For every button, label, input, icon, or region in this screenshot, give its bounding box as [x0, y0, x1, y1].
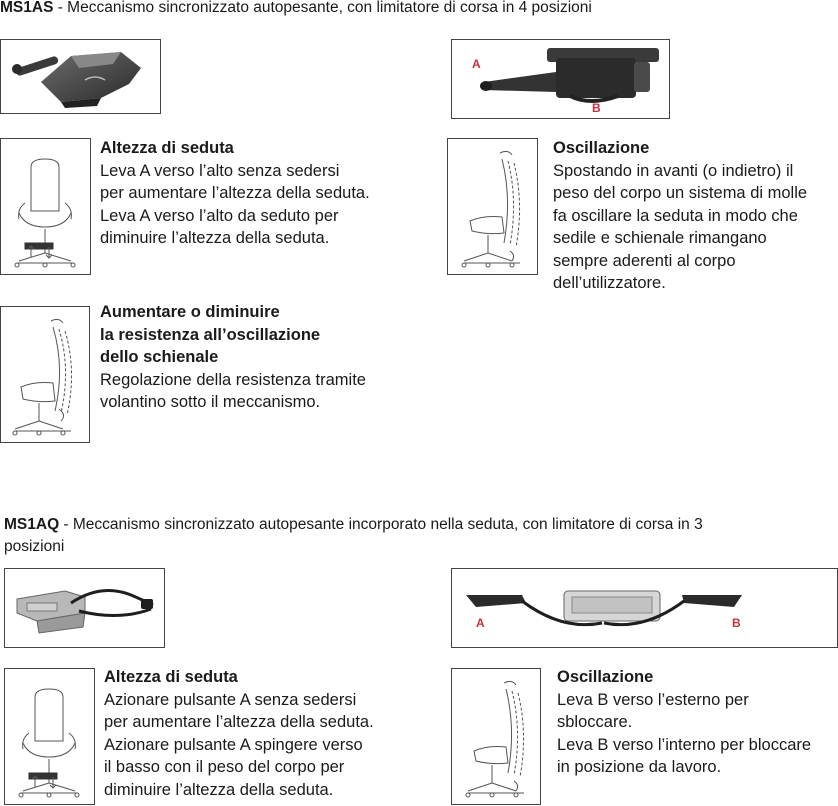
section1-heading [0, 0, 592, 18]
section2-description-line2: posizioni [4, 538, 65, 555]
item-line: Spostando in avanti (o indietro) il [553, 161, 794, 180]
item-title: Altezza di seduta [100, 139, 234, 157]
chair-oscillation-icon [451, 668, 541, 805]
item-line: Leva B verso l’esterno per [557, 690, 749, 709]
section1-description: - Meccanismo sincronizzato autopesante, con limitatore di corsa in 4 posizioni [53, 0, 592, 16]
item-title: Aumentare o diminuire [100, 303, 280, 321]
item-line: in posizione da lavoro. [557, 758, 722, 776]
item-line: Leva A verso l’alto da seduto per [100, 206, 339, 225]
item-title: Oscillazione [557, 668, 654, 686]
ms1aq-item-oscillation [557, 666, 811, 779]
item-line: Leva A verso l’alto senza sedersi [100, 161, 340, 180]
item-line: Azionare pulsante A spingere verso [104, 735, 363, 754]
item-line: diminuire l’altezza della seduta. [104, 780, 334, 799]
chair-height-icon [0, 138, 91, 275]
chair-resistance-icon [0, 306, 90, 443]
item-line: volantino sotto il meccanismo. [100, 393, 321, 411]
item-title: la resistenza all’oscillazione [100, 325, 321, 344]
ms1as-label-b: B [592, 101, 601, 115]
chair-height-icon [4, 668, 95, 805]
item-title: Altezza di seduta [104, 668, 238, 686]
item-title: dello schienale [100, 348, 219, 366]
chair-oscillation-icon [447, 138, 538, 275]
item-line: dell’utilizzatore. [553, 274, 666, 292]
item-line: sbloccare. [557, 713, 633, 731]
ms1aq-label-b: B [732, 616, 741, 630]
section2-code: MS1AQ [4, 516, 60, 533]
ms1as-label-a: A [472, 57, 481, 71]
ms1aq-label-a: A [476, 616, 485, 630]
item-title: Oscillazione [553, 139, 650, 157]
ms1as-item-oscillation [553, 137, 807, 295]
item-line: il basso con il peso del corpo per [104, 758, 345, 776]
ms1aq-mechanism-side-photo [451, 568, 838, 648]
item-line: per aumentare l’altezza della seduta. [100, 184, 370, 202]
ms1as-item-resistance [100, 301, 366, 414]
section1-code: MS1AS [0, 0, 54, 16]
item-line: Regolazione della resistenza tramite [100, 370, 366, 389]
section2-description: - Meccanismo sincronizzato autopesante incorporato nella seduta, con limitatore di corsa in 3 [59, 516, 703, 533]
item-line: peso del corpo un sistema di molle [553, 184, 808, 202]
item-line: Azionare pulsante A senza sedersi [104, 690, 357, 709]
section2-heading [4, 514, 703, 558]
item-line: per aumentare l’altezza della seduta. [104, 713, 374, 731]
item-line: Leva B verso l’interno per bloccare [557, 735, 812, 754]
item-line: sedile e schienale rimangano [553, 229, 767, 247]
ms1as-item-height [100, 137, 370, 250]
ms1as-mechanism-photo [0, 39, 161, 114]
ms1aq-item-height [104, 666, 374, 801]
ms1as-mechanism-side-photo [451, 39, 670, 119]
item-line: diminuire l’altezza della seduta. [100, 229, 330, 247]
ms1aq-mechanism-photo [4, 568, 165, 648]
item-line: fa oscillare la seduta in modo che [553, 206, 798, 225]
item-line: sempre aderenti al corpo [553, 251, 736, 270]
